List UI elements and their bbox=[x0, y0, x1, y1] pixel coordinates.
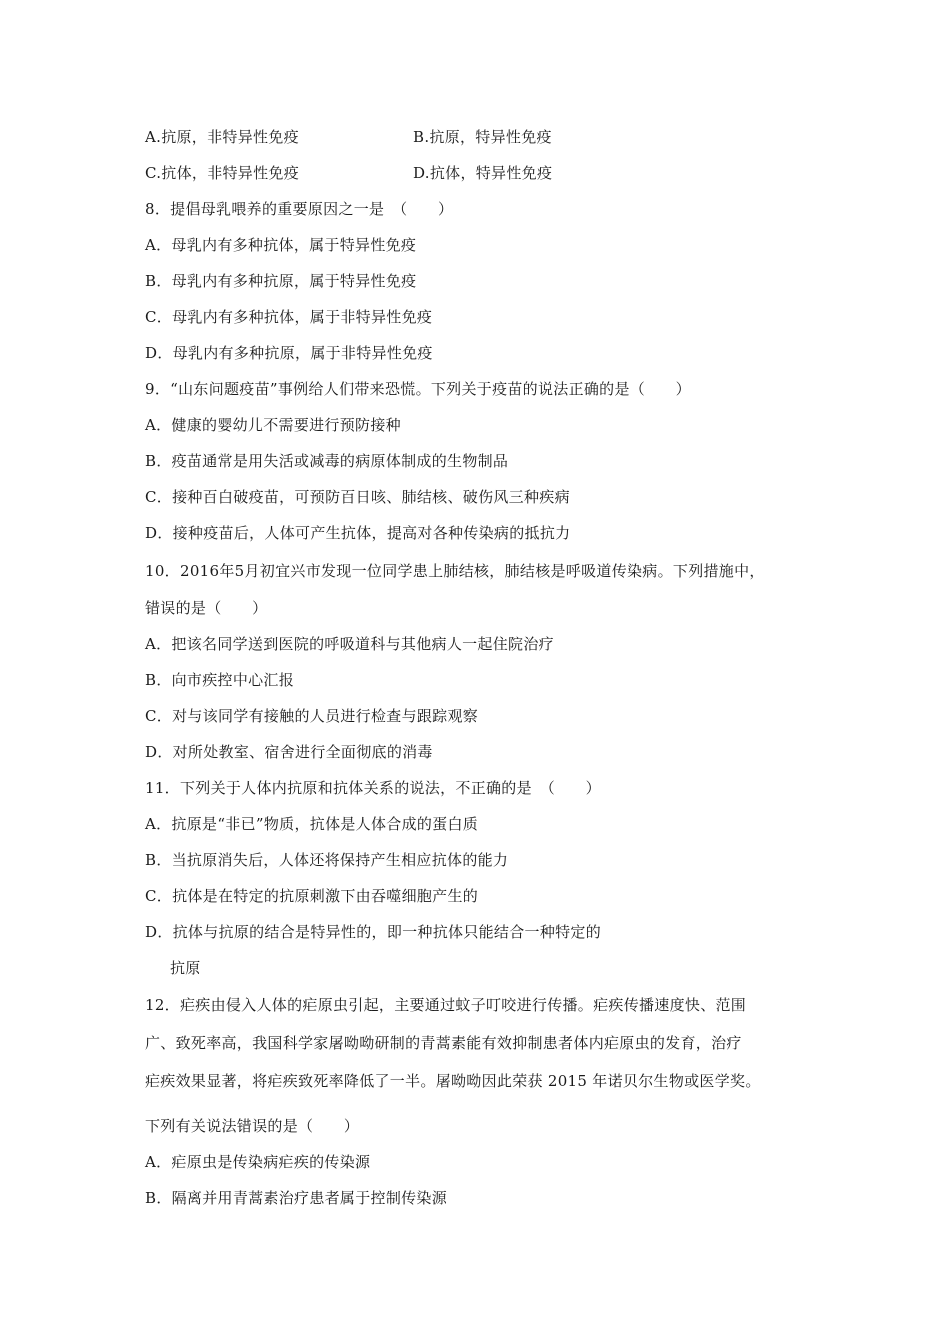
q9-option-c: C．接种百白破疫苗，可预防百日咳、肺结核、破伤风三种疾病 bbox=[145, 488, 570, 506]
q11-option-d: D．抗体与抗原的结合是特异性的，即一种抗体只能结合一种特定的 bbox=[145, 923, 602, 941]
q7-option-a: A.抗原，非特异性免疫 bbox=[145, 128, 299, 146]
q12-option-b: B．隔离并用青蒿素治疗患者属于控制传染源 bbox=[145, 1189, 448, 1207]
q8-option-a: A．母乳内有多种抗体，属于特异性免疫 bbox=[145, 236, 417, 254]
q8-option-b: B．母乳内有多种抗原，属于特异性免疫 bbox=[145, 272, 417, 290]
q10-option-d: D．对所处教室、宿舍进行全面彻底的消毒 bbox=[145, 743, 433, 761]
q11-option-d-continuation: 抗原 bbox=[170, 959, 201, 977]
q12-option-a: A．疟原虫是传染病疟疾的传染源 bbox=[145, 1153, 371, 1171]
q10-option-b: B．向市疾控中心汇报 bbox=[145, 671, 295, 689]
q12-stem-line-1: 12．疟疾由侵入人体的疟原虫引起，主要通过蚊子叮咬进行传播。疟疾传播速度快、范围 bbox=[145, 996, 747, 1014]
q10-option-a: A．把该名同学送到医院的呼吸道科与其他病人一起住院治疗 bbox=[145, 635, 554, 653]
q9-option-b: B．疫苗通常是用失活或减毒的病原体制成的生物制品 bbox=[145, 452, 509, 470]
q9-option-a: A．健康的婴幼儿不需要进行预防接种 bbox=[145, 416, 401, 434]
q9-stem: 9．“山东问题疫苗”事例给人们带来恐慌。下列关于疫苗的说法正确的是（ ） bbox=[145, 380, 691, 398]
q8-stem: 8．提倡母乳喂养的重要原因之一是 （ ） bbox=[145, 200, 454, 218]
q7-option-d: D.抗体，特异性免疫 bbox=[413, 164, 553, 182]
q8-option-d: D．母乳内有多种抗原，属于非特异性免疫 bbox=[145, 344, 433, 362]
q12-stem-line-4: 下列有关说法错误的是（ ） bbox=[145, 1117, 360, 1135]
q10-stem-line-2: 错误的是（ ） bbox=[145, 599, 268, 617]
q11-option-c: C．抗体是在特定的抗原刺激下由吞噬细胞产生的 bbox=[145, 887, 479, 905]
q11-option-a: A．抗原是“非已”物质，抗体是人体合成的蛋白质 bbox=[145, 815, 479, 833]
q10-option-c: C．对与该同学有接触的人员进行检查与跟踪观察 bbox=[145, 707, 479, 725]
q12-stem-line-3: 疟疾效果显著，将疟疾致死率降低了一半。屠呦呦因此荣获 2015 年诺贝尔生物或医学奖。 bbox=[145, 1072, 761, 1090]
q9-option-d: D．接种疫苗后，人体可产生抗体，提高对各种传染病的抵抗力 bbox=[145, 524, 571, 542]
q12-stem-line-2: 广、致死率高，我国科学家屠呦呦研制的青蒿素能有效抑制患者体内疟原虫的发育，治疗 bbox=[145, 1034, 742, 1052]
q7-option-b: B.抗原，特异性免疫 bbox=[413, 128, 552, 146]
q7-option-c: C.抗体，非特异性免疫 bbox=[145, 164, 300, 182]
q11-stem: 11．下列关于人体内抗原和抗体关系的说法，不正确的是 （ ） bbox=[145, 779, 601, 797]
q10-stem-line-1: 10．2016年5月初宜兴市发现一位同学患上肺结核，肺结核是呼吸道传染病。下列措施中， bbox=[145, 562, 765, 580]
q8-option-c: C．母乳内有多种抗体，属于非特异性免疫 bbox=[145, 308, 433, 326]
q11-option-b: B．当抗原消失后，人体还将保持产生相应抗体的能力 bbox=[145, 851, 509, 869]
